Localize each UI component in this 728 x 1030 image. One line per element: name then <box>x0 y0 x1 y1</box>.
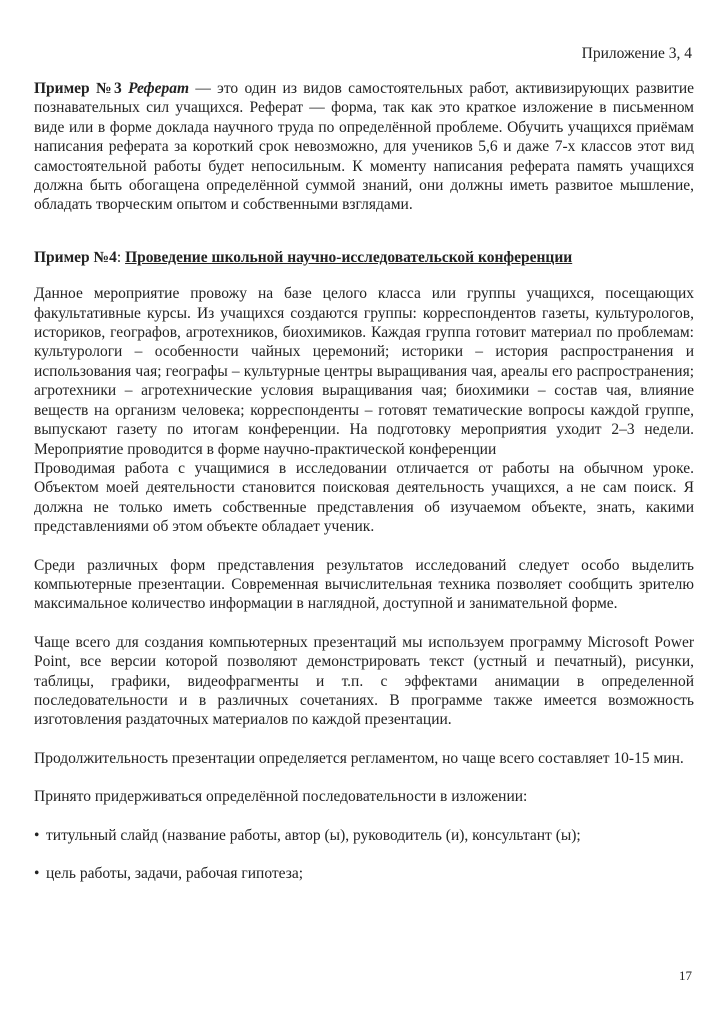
paragraph-presentations: Среди различных форм представления результатов исследований следует особо выделить компьютерные презентации. Современная вычислительная техника позволяет сообщить зрителю максимальное количество информации в наглядной, доступной и занимательной форме. <box>34 556 694 613</box>
example-4-heading <box>34 248 694 267</box>
bullet-text: цель работы, задачи, рабочая гипотеза; <box>46 865 304 882</box>
bullet-item-goals <box>34 864 694 883</box>
bullet-icon: • <box>34 865 40 882</box>
example-3-text: — это один из видов самостоятельных работ, активизирующих развитие познавательных сил учащихся. Реферат — форма, так как это краткое изложение в письменном виде или в форме доклада научного труда по определённой проблеме. Обучить учащихся приёмам написания реферата за короткий срок невозможно, для учеников 5,6 и даже 7-х классов этот вид самостоятельной работы будет непосильным. К моменту написания реферата память учащихся должна быть обогащена определённой суммой знаний, они должны иметь развитое мышление, обладать творческим опытом и собственными взглядами. <box>34 80 695 214</box>
paragraph-research-work: Проводимая работа с учащимися в исследовании отличается от работы на обычном уроке. Объектом моей деятельности становится поисковая деятельность учащихся, а не сам поиск. Я должна не только иметь собственные представления об изучаемом объекте, знать, какими представлениями об этом объекте обладает ученик. <box>34 459 694 536</box>
paragraph-power-point: Чаще всего для создания компьютерных презентаций мы используем программу Microsoft Power Point, все версии которой позволяют демонстрировать текст (устный и печатный), рисунки, таблицы, графики, видеофрагменты и т.п. с эффектами анимации в определенной последовательности и в различных сочетаниях. В программе также имеется возможность изготовления раздаточных материалов по каждой презентации. <box>34 633 694 729</box>
example-3-label: Пример №3 <box>34 80 122 97</box>
example-3-term: Реферат <box>128 80 190 97</box>
example-4-title: Проведение школьной научно-исследовательской конференции <box>125 248 573 266</box>
paragraph-duration: Продолжительность презентации определяется регламентом, но чаще всего составляет 10-15 мин. <box>34 749 684 767</box>
paragraph-sequence: Принято придерживаться определённой последовательности в изложении: <box>34 788 528 806</box>
bullet-text: титульный слайд (название работы, автор (ы), руководитель (и), консультант (ы); <box>46 826 581 844</box>
appendix-label: Приложение 3, 4 <box>581 45 692 62</box>
example-4-separator: : <box>116 248 126 266</box>
example-3-paragraph <box>34 79 694 215</box>
bullet-item-title-slide <box>34 826 694 845</box>
bullet-icon: • <box>34 826 40 844</box>
paragraph-conference-description: Данное мероприятие провожу на базе целого класса или группы учащихся, посещающих факультативные курсы. Из учащихся создаются группы: корреспондентов газеты, культурологов, историков, географов, агротехников, биохимиков. Каждая группа готовит материал по проблемам: культурологи – особенности чайных церемоний; историки – история распространения и использования чая; географы – культурные центры выращивания чая, ареалы его распространения; агротехники – агротехнические условия выращивания чая; биохимики – состав чая, влияние веществ на организм человека; корреспонденты – готовят тематические вопросы каждой группе, выпускают газету по итогам конференции. На подготовку мероприятия уходит 2–3 недели. Мероприятие проводится в форме научно-практической конференции <box>34 285 694 458</box>
example-4-label: Пример №4 <box>34 248 117 266</box>
document-body <box>34 79 694 883</box>
page-number: 17 <box>679 968 692 983</box>
